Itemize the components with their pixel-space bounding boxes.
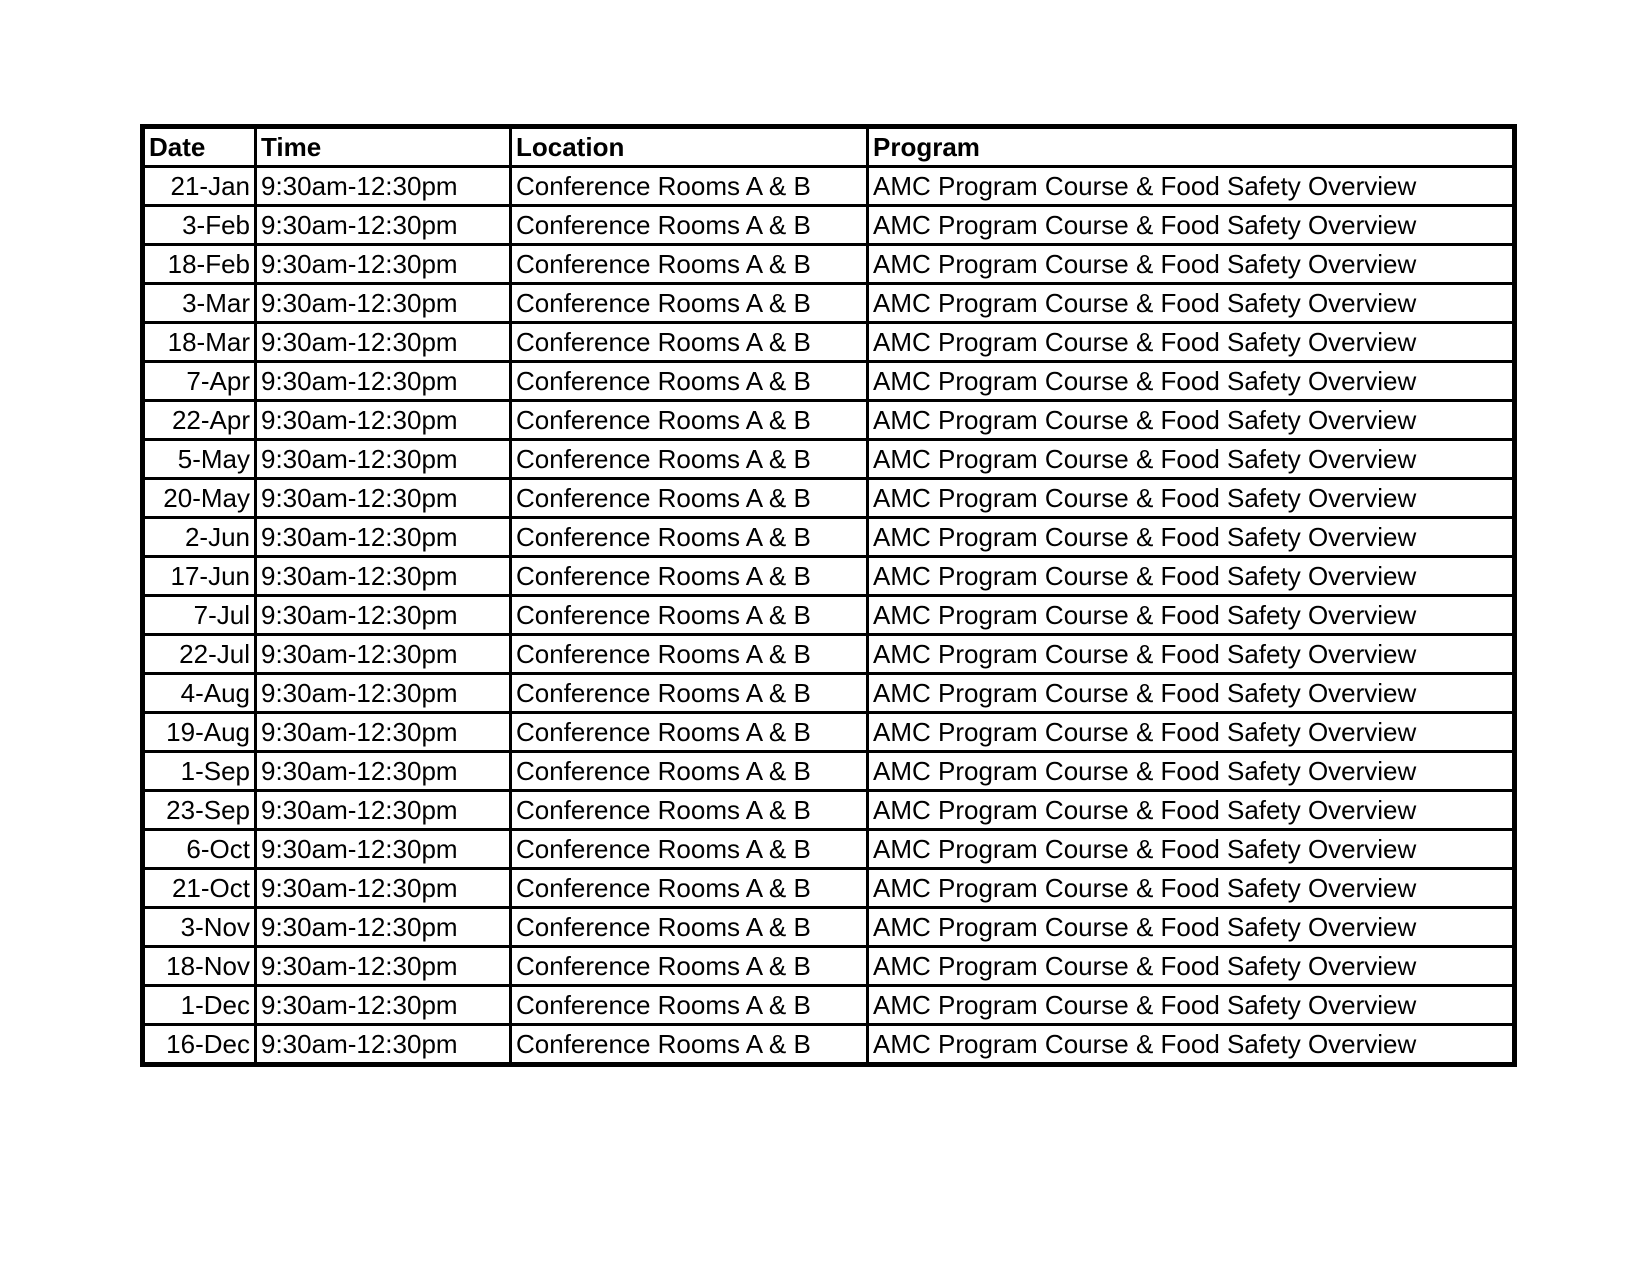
location-cell: Conference Rooms A & B bbox=[511, 167, 868, 206]
program-cell: AMC Program Course & Food Safety Overview bbox=[868, 557, 1515, 596]
date-cell: 16-Dec bbox=[143, 1025, 256, 1065]
program-cell: AMC Program Course & Food Safety Overview bbox=[868, 596, 1515, 635]
program-cell: AMC Program Course & Food Safety Overview bbox=[868, 479, 1515, 518]
time-cell: 9:30am-12:30pm bbox=[256, 167, 511, 206]
table-row bbox=[143, 947, 1515, 986]
date-cell: 23-Sep bbox=[143, 791, 256, 830]
date-cell: 1-Sep bbox=[143, 752, 256, 791]
program-cell: AMC Program Course & Food Safety Overview bbox=[868, 1025, 1515, 1065]
date-cell: 21-Jan bbox=[143, 167, 256, 206]
program-cell: AMC Program Course & Food Safety Overview bbox=[868, 752, 1515, 791]
header-date: Date bbox=[143, 127, 256, 167]
program-cell: AMC Program Course & Food Safety Overview bbox=[868, 713, 1515, 752]
date-cell: 3-Nov bbox=[143, 908, 256, 947]
location-cell: Conference Rooms A & B bbox=[511, 206, 868, 245]
program-cell: AMC Program Course & Food Safety Overview bbox=[868, 674, 1515, 713]
program-cell: AMC Program Course & Food Safety Overview bbox=[868, 206, 1515, 245]
header-row bbox=[143, 127, 1515, 167]
table-row bbox=[143, 323, 1515, 362]
header-time: Time bbox=[256, 127, 511, 167]
location-cell: Conference Rooms A & B bbox=[511, 986, 868, 1025]
location-cell: Conference Rooms A & B bbox=[511, 440, 868, 479]
location-cell: Conference Rooms A & B bbox=[511, 401, 868, 440]
table-row bbox=[143, 1025, 1515, 1065]
date-cell: 18-Mar bbox=[143, 323, 256, 362]
table-row bbox=[143, 479, 1515, 518]
location-cell: Conference Rooms A & B bbox=[511, 830, 868, 869]
program-cell: AMC Program Course & Food Safety Overview bbox=[868, 362, 1515, 401]
program-cell: AMC Program Course & Food Safety Overview bbox=[868, 284, 1515, 323]
time-cell: 9:30am-12:30pm bbox=[256, 440, 511, 479]
program-cell: AMC Program Course & Food Safety Overview bbox=[868, 830, 1515, 869]
date-cell: 20-May bbox=[143, 479, 256, 518]
table-row bbox=[143, 206, 1515, 245]
location-cell: Conference Rooms A & B bbox=[511, 323, 868, 362]
table-body bbox=[143, 167, 1515, 1065]
table-row bbox=[143, 635, 1515, 674]
location-cell: Conference Rooms A & B bbox=[511, 674, 868, 713]
location-cell: Conference Rooms A & B bbox=[511, 869, 868, 908]
time-cell: 9:30am-12:30pm bbox=[256, 908, 511, 947]
program-cell: AMC Program Course & Food Safety Overview bbox=[868, 323, 1515, 362]
table-row bbox=[143, 284, 1515, 323]
time-cell: 9:30am-12:30pm bbox=[256, 713, 511, 752]
program-cell: AMC Program Course & Food Safety Overview bbox=[868, 947, 1515, 986]
time-cell: 9:30am-12:30pm bbox=[256, 479, 511, 518]
date-cell: 19-Aug bbox=[143, 713, 256, 752]
date-cell: 22-Jul bbox=[143, 635, 256, 674]
program-cell: AMC Program Course & Food Safety Overview bbox=[868, 908, 1515, 947]
program-cell: AMC Program Course & Food Safety Overview bbox=[868, 440, 1515, 479]
time-cell: 9:30am-12:30pm bbox=[256, 518, 511, 557]
location-cell: Conference Rooms A & B bbox=[511, 557, 868, 596]
location-cell: Conference Rooms A & B bbox=[511, 947, 868, 986]
program-cell: AMC Program Course & Food Safety Overview bbox=[868, 869, 1515, 908]
time-cell: 9:30am-12:30pm bbox=[256, 206, 511, 245]
location-cell: Conference Rooms A & B bbox=[511, 635, 868, 674]
time-cell: 9:30am-12:30pm bbox=[256, 869, 511, 908]
date-cell: 5-May bbox=[143, 440, 256, 479]
time-cell: 9:30am-12:30pm bbox=[256, 362, 511, 401]
program-cell: AMC Program Course & Food Safety Overview bbox=[868, 791, 1515, 830]
time-cell: 9:30am-12:30pm bbox=[256, 557, 511, 596]
location-cell: Conference Rooms A & B bbox=[511, 791, 868, 830]
date-cell: 17-Jun bbox=[143, 557, 256, 596]
schedule-table bbox=[140, 124, 1517, 1067]
table-row bbox=[143, 791, 1515, 830]
location-cell: Conference Rooms A & B bbox=[511, 245, 868, 284]
program-cell: AMC Program Course & Food Safety Overview bbox=[868, 518, 1515, 557]
table-row bbox=[143, 245, 1515, 284]
date-cell: 7-Apr bbox=[143, 362, 256, 401]
table-row bbox=[143, 713, 1515, 752]
date-cell: 3-Feb bbox=[143, 206, 256, 245]
table-row bbox=[143, 401, 1515, 440]
date-cell: 7-Jul bbox=[143, 596, 256, 635]
time-cell: 9:30am-12:30pm bbox=[256, 830, 511, 869]
header-location: Location bbox=[511, 127, 868, 167]
time-cell: 9:30am-12:30pm bbox=[256, 947, 511, 986]
time-cell: 9:30am-12:30pm bbox=[256, 401, 511, 440]
time-cell: 9:30am-12:30pm bbox=[256, 596, 511, 635]
date-cell: 18-Feb bbox=[143, 245, 256, 284]
time-cell: 9:30am-12:30pm bbox=[256, 791, 511, 830]
program-cell: AMC Program Course & Food Safety Overview bbox=[868, 986, 1515, 1025]
table-row bbox=[143, 674, 1515, 713]
location-cell: Conference Rooms A & B bbox=[511, 284, 868, 323]
location-cell: Conference Rooms A & B bbox=[511, 752, 868, 791]
location-cell: Conference Rooms A & B bbox=[511, 908, 868, 947]
date-cell: 1-Dec bbox=[143, 986, 256, 1025]
date-cell: 4-Aug bbox=[143, 674, 256, 713]
program-cell: AMC Program Course & Food Safety Overview bbox=[868, 401, 1515, 440]
date-cell: 18-Nov bbox=[143, 947, 256, 986]
time-cell: 9:30am-12:30pm bbox=[256, 986, 511, 1025]
date-cell: 2-Jun bbox=[143, 518, 256, 557]
table-row bbox=[143, 167, 1515, 206]
location-cell: Conference Rooms A & B bbox=[511, 713, 868, 752]
table-row bbox=[143, 752, 1515, 791]
table-row bbox=[143, 440, 1515, 479]
table-row bbox=[143, 908, 1515, 947]
location-cell: Conference Rooms A & B bbox=[511, 596, 868, 635]
header-program: Program bbox=[868, 127, 1515, 167]
table-row bbox=[143, 596, 1515, 635]
date-cell: 6-Oct bbox=[143, 830, 256, 869]
time-cell: 9:30am-12:30pm bbox=[256, 674, 511, 713]
date-cell: 21-Oct bbox=[143, 869, 256, 908]
table-row bbox=[143, 869, 1515, 908]
program-cell: AMC Program Course & Food Safety Overview bbox=[868, 635, 1515, 674]
time-cell: 9:30am-12:30pm bbox=[256, 752, 511, 791]
table-row bbox=[143, 362, 1515, 401]
table-header bbox=[143, 127, 1515, 167]
location-cell: Conference Rooms A & B bbox=[511, 362, 868, 401]
location-cell: Conference Rooms A & B bbox=[511, 479, 868, 518]
program-cell: AMC Program Course & Food Safety Overview bbox=[868, 167, 1515, 206]
program-cell: AMC Program Course & Food Safety Overview bbox=[868, 245, 1515, 284]
time-cell: 9:30am-12:30pm bbox=[256, 245, 511, 284]
time-cell: 9:30am-12:30pm bbox=[256, 323, 511, 362]
location-cell: Conference Rooms A & B bbox=[511, 518, 868, 557]
location-cell: Conference Rooms A & B bbox=[511, 1025, 868, 1065]
date-cell: 22-Apr bbox=[143, 401, 256, 440]
date-cell: 3-Mar bbox=[143, 284, 256, 323]
table-row bbox=[143, 830, 1515, 869]
table-row bbox=[143, 986, 1515, 1025]
table-row bbox=[143, 518, 1515, 557]
table-row bbox=[143, 557, 1515, 596]
time-cell: 9:30am-12:30pm bbox=[256, 1025, 511, 1065]
time-cell: 9:30am-12:30pm bbox=[256, 284, 511, 323]
time-cell: 9:30am-12:30pm bbox=[256, 635, 511, 674]
